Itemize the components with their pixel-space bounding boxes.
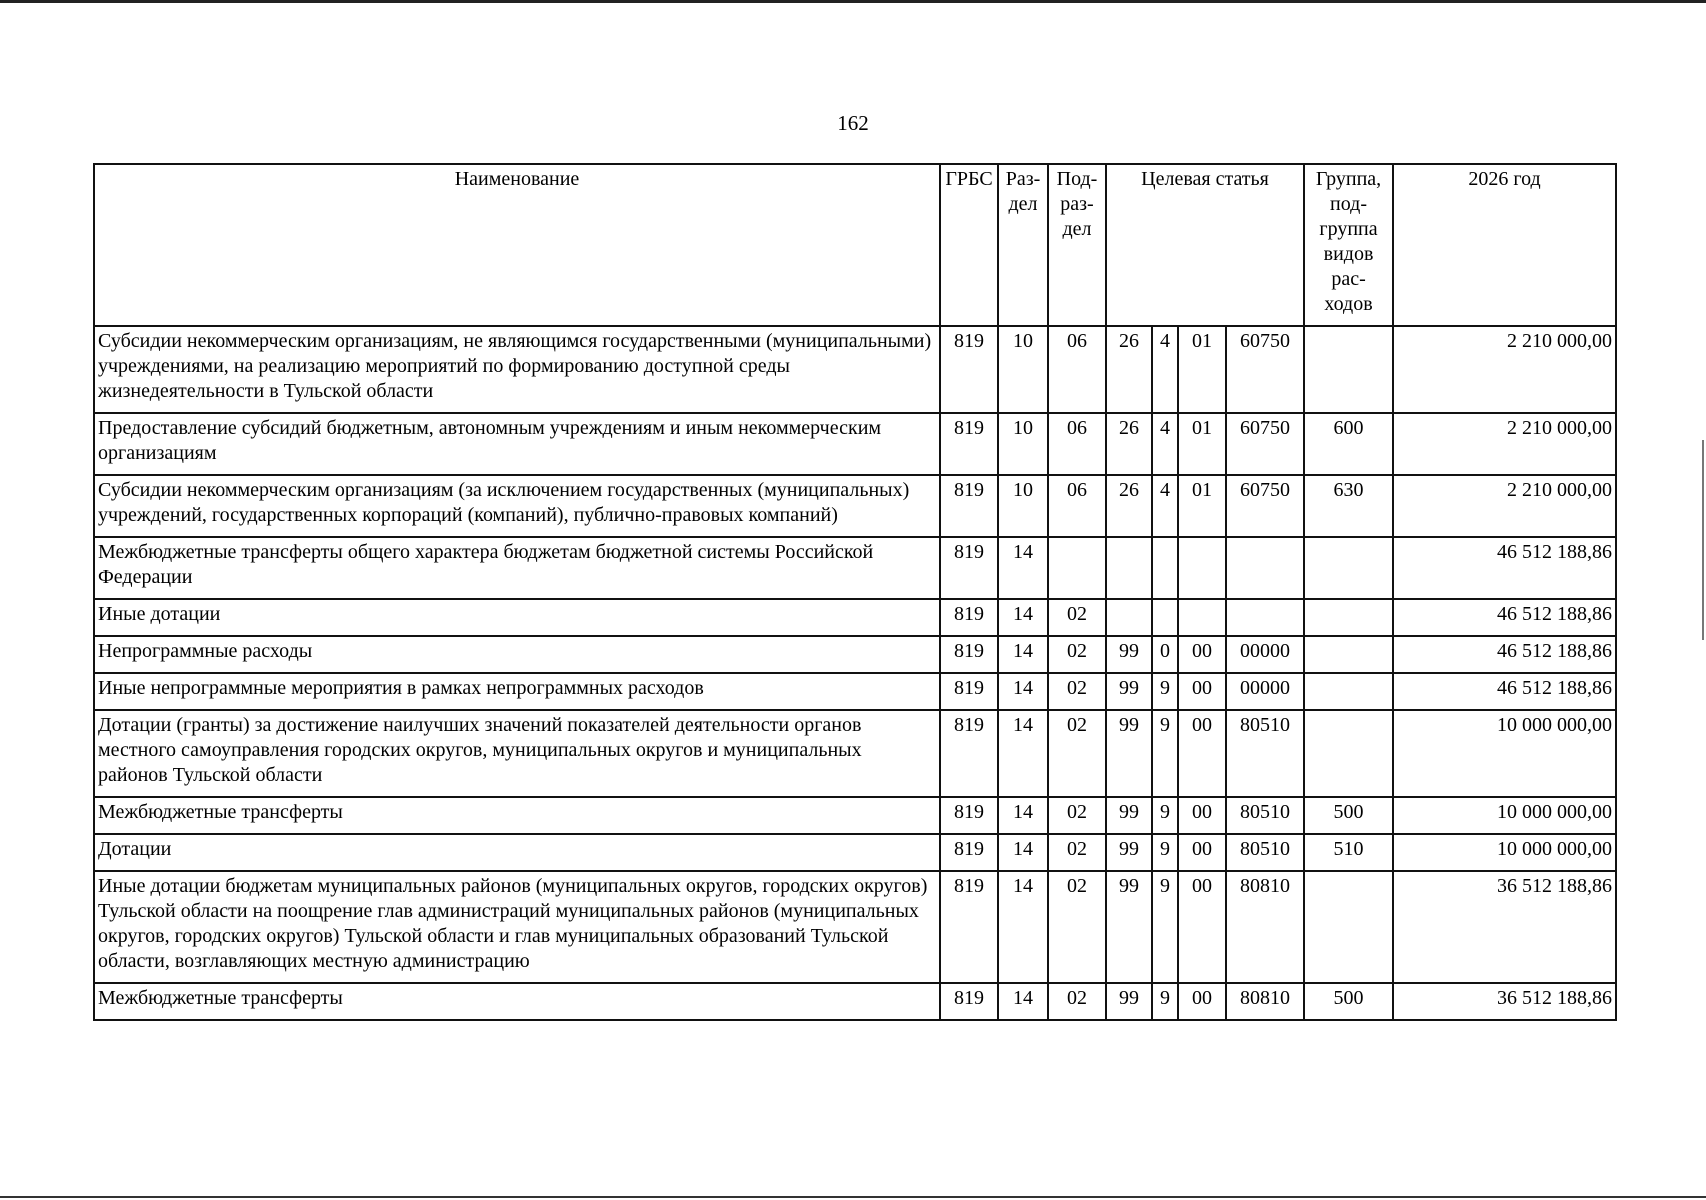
table-row	[94, 710, 1616, 797]
row-cs-program: 99	[1106, 871, 1152, 983]
row-cs-direction: 60750	[1226, 413, 1304, 475]
table-row	[94, 413, 1616, 475]
row-grbs: 819	[940, 834, 998, 871]
row-cs-program: 99	[1106, 673, 1152, 710]
page-number: 162	[837, 111, 869, 135]
row-amount: 46 512 188,86	[1393, 537, 1616, 599]
row-cs-direction: 80510	[1226, 834, 1304, 871]
row-vid-raskhodov	[1304, 636, 1393, 673]
row-name: Непрограммные расходы	[94, 636, 940, 673]
header-razdel: Раз- дел	[998, 164, 1048, 326]
row-cs-program	[1106, 537, 1152, 599]
row-cs-program: 99	[1106, 983, 1152, 1020]
row-cs-direction: 80510	[1226, 797, 1304, 834]
row-amount: 2 210 000,00	[1393, 475, 1616, 537]
row-name: Дотации	[94, 834, 940, 871]
row-amount: 46 512 188,86	[1393, 599, 1616, 636]
row-vid-raskhodov	[1304, 871, 1393, 983]
row-grbs: 819	[940, 475, 998, 537]
row-cs-direction	[1226, 537, 1304, 599]
header-grbs: ГРБС	[940, 164, 998, 326]
table-row	[94, 797, 1616, 834]
row-cs-type: 9	[1152, 983, 1178, 1020]
row-cs-type	[1152, 599, 1178, 636]
row-cs-element: 01	[1178, 475, 1226, 537]
row-cs-type: 9	[1152, 834, 1178, 871]
row-cs-type	[1152, 537, 1178, 599]
row-razdel: 14	[998, 710, 1048, 797]
row-podrazdel: 02	[1048, 983, 1106, 1020]
row-cs-type: 4	[1152, 413, 1178, 475]
table-row	[94, 673, 1616, 710]
row-razdel: 14	[998, 673, 1048, 710]
row-name: Межбюджетные трансферты	[94, 983, 940, 1020]
row-amount: 2 210 000,00	[1393, 413, 1616, 475]
row-cs-element	[1178, 537, 1226, 599]
row-cs-element: 00	[1178, 673, 1226, 710]
row-amount: 46 512 188,86	[1393, 673, 1616, 710]
row-name: Межбюджетные трансферты общего характера бюджетам бюджетной системы Российской Федерации	[94, 537, 940, 599]
row-cs-program: 99	[1106, 797, 1152, 834]
row-amount: 36 512 188,86	[1393, 983, 1616, 1020]
row-cs-program	[1106, 599, 1152, 636]
row-vid-raskhodov	[1304, 673, 1393, 710]
scan-edge-bottom	[0, 1196, 1706, 1198]
table-row	[94, 636, 1616, 673]
table-row	[94, 983, 1616, 1020]
row-amount: 10 000 000,00	[1393, 797, 1616, 834]
row-name: Иные дотации	[94, 599, 940, 636]
row-razdel: 14	[998, 871, 1048, 983]
row-cs-element: 01	[1178, 326, 1226, 413]
header-year: 2026 год	[1393, 164, 1616, 326]
row-podrazdel	[1048, 537, 1106, 599]
row-vid-raskhodov	[1304, 326, 1393, 413]
row-cs-direction: 80810	[1226, 871, 1304, 983]
budget-table	[93, 163, 1617, 1021]
row-cs-direction: 00000	[1226, 673, 1304, 710]
table-row	[94, 871, 1616, 983]
row-vid-raskhodov: 600	[1304, 413, 1393, 475]
header-tselevaya-statya: Целевая статья	[1106, 164, 1304, 326]
table-row	[94, 537, 1616, 599]
row-vid-raskhodov	[1304, 537, 1393, 599]
row-cs-type: 4	[1152, 475, 1178, 537]
row-name: Иные непрограммные мероприятия в рамках непрограммных расходов	[94, 673, 940, 710]
row-name: Субсидии некоммерческим организациям (за исключением государственных (муниципальных) учреждений, государственных корпораций (компаний), публично-правовых компаний)	[94, 475, 940, 537]
row-cs-program: 26	[1106, 413, 1152, 475]
row-cs-program: 99	[1106, 710, 1152, 797]
row-grbs: 819	[940, 673, 998, 710]
row-vid-raskhodov: 500	[1304, 797, 1393, 834]
row-cs-element: 00	[1178, 834, 1226, 871]
row-name: Межбюджетные трансферты	[94, 797, 940, 834]
row-name: Дотации (гранты) за достижение наилучших значений показателей деятельности органов местного самоуправления городских округов, муниципальных округов и муниципальных районов Тульской области	[94, 710, 940, 797]
header-podrazdel: Под- раз- дел	[1048, 164, 1106, 326]
row-vid-raskhodov	[1304, 599, 1393, 636]
row-cs-program: 99	[1106, 636, 1152, 673]
row-cs-element: 00	[1178, 983, 1226, 1020]
row-podrazdel: 06	[1048, 475, 1106, 537]
row-cs-type: 9	[1152, 710, 1178, 797]
row-podrazdel: 02	[1048, 673, 1106, 710]
row-cs-program: 26	[1106, 475, 1152, 537]
row-name: Предоставление субсидий бюджетным, автономным учреждениям и иным некоммерческим организациям	[94, 413, 940, 475]
row-razdel: 14	[998, 797, 1048, 834]
row-podrazdel: 02	[1048, 599, 1106, 636]
header-gruppa-vidov-raskhodov: Группа, под- группа видов рас- ходов	[1304, 164, 1393, 326]
row-grbs: 819	[940, 326, 998, 413]
table-row	[94, 599, 1616, 636]
row-cs-program: 26	[1106, 326, 1152, 413]
row-cs-type: 0	[1152, 636, 1178, 673]
row-cs-type: 9	[1152, 871, 1178, 983]
row-cs-element: 00	[1178, 710, 1226, 797]
row-amount: 2 210 000,00	[1393, 326, 1616, 413]
row-razdel: 10	[998, 326, 1048, 413]
row-cs-direction: 60750	[1226, 475, 1304, 537]
row-name: Иные дотации бюджетам муниципальных районов (муниципальных округов, городских округов) Тульской области на поощрение глав администраций муниципальных районов (муниципальных округов, городских округов) Тульской области и глав муниципальных образований Тульской области, возглавляющих местную администрацию	[94, 871, 940, 983]
row-razdel: 10	[998, 413, 1048, 475]
scan-edge-right	[1702, 440, 1704, 640]
row-podrazdel: 02	[1048, 710, 1106, 797]
table-body	[94, 326, 1616, 1020]
table-row	[94, 326, 1616, 413]
row-podrazdel: 02	[1048, 871, 1106, 983]
row-cs-direction: 60750	[1226, 326, 1304, 413]
row-cs-type: 9	[1152, 673, 1178, 710]
row-cs-direction: 80810	[1226, 983, 1304, 1020]
row-razdel: 14	[998, 636, 1048, 673]
row-vid-raskhodov: 500	[1304, 983, 1393, 1020]
row-cs-element: 00	[1178, 871, 1226, 983]
row-cs-type: 9	[1152, 797, 1178, 834]
row-razdel: 14	[998, 834, 1048, 871]
table-row	[94, 834, 1616, 871]
row-cs-direction: 80510	[1226, 710, 1304, 797]
row-amount: 10 000 000,00	[1393, 834, 1616, 871]
row-cs-direction: 00000	[1226, 636, 1304, 673]
row-podrazdel: 02	[1048, 834, 1106, 871]
row-amount: 10 000 000,00	[1393, 710, 1616, 797]
row-podrazdel: 02	[1048, 797, 1106, 834]
row-vid-raskhodov: 510	[1304, 834, 1393, 871]
row-podrazdel: 06	[1048, 326, 1106, 413]
row-razdel: 14	[998, 983, 1048, 1020]
row-cs-program: 99	[1106, 834, 1152, 871]
row-cs-element: 00	[1178, 797, 1226, 834]
row-podrazdel: 06	[1048, 413, 1106, 475]
row-razdel: 14	[998, 537, 1048, 599]
row-razdel: 10	[998, 475, 1048, 537]
row-amount: 36 512 188,86	[1393, 871, 1616, 983]
row-grbs: 819	[940, 537, 998, 599]
row-cs-element: 00	[1178, 636, 1226, 673]
scan-edge-top	[0, 0, 1706, 3]
row-grbs: 819	[940, 413, 998, 475]
row-grbs: 819	[940, 797, 998, 834]
row-grbs: 819	[940, 636, 998, 673]
table-row	[94, 475, 1616, 537]
row-grbs: 819	[940, 871, 998, 983]
row-cs-element: 01	[1178, 413, 1226, 475]
row-grbs: 819	[940, 710, 998, 797]
row-vid-raskhodov: 630	[1304, 475, 1393, 537]
row-grbs: 819	[940, 983, 998, 1020]
row-cs-direction	[1226, 599, 1304, 636]
row-razdel: 14	[998, 599, 1048, 636]
row-vid-raskhodov	[1304, 710, 1393, 797]
row-grbs: 819	[940, 599, 998, 636]
row-cs-type: 4	[1152, 326, 1178, 413]
row-name: Субсидии некоммерческим организациям, не являющимся государственными (муниципальными) учреждениями, на реализацию мероприятий по формированию доступной среды жизнедеятельности в Тульской области	[94, 326, 940, 413]
row-cs-element	[1178, 599, 1226, 636]
table-header-row	[94, 164, 1616, 326]
header-name: Наименование	[94, 164, 940, 326]
row-podrazdel: 02	[1048, 636, 1106, 673]
row-amount: 46 512 188,86	[1393, 636, 1616, 673]
